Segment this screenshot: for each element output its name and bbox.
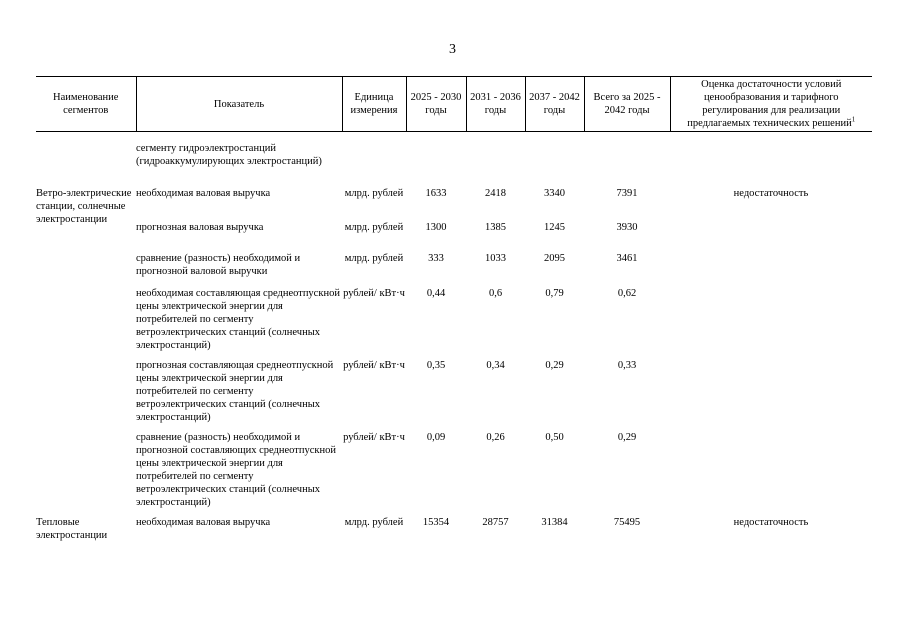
value-total: 0,29 — [617, 432, 637, 443]
unit-cell: млрд. рублей — [344, 517, 404, 528]
value-total: 7391 — [616, 188, 638, 199]
value-p2: 1033 — [485, 253, 506, 264]
assessment-cell: недостаточность — [733, 517, 809, 528]
header-period-3: 2037 - 2042 годы — [525, 77, 584, 132]
header-segment: Наименование сегментов — [36, 77, 136, 132]
segment-wind-solar: Ветро-электрические станции, солнечные электростанции — [36, 188, 132, 225]
value-p2: 0,34 — [486, 360, 505, 371]
indicator-cell: сегменту гидроэлектростанций (гидроаккумулирующих электростанций) — [136, 143, 322, 167]
value-p1: 1300 — [425, 222, 447, 233]
value-total: 0,62 — [617, 288, 637, 299]
value-total: 75495 — [613, 517, 641, 528]
header-period-2: 2031 - 2036 годы — [466, 77, 525, 132]
assessment-cell — [670, 359, 872, 431]
table-row — [36, 221, 872, 252]
header-assessment — [670, 77, 872, 132]
value-p2: 28757 — [482, 517, 509, 528]
indicator-cell: сравнение (разность) необходимой и прогнозной составляющих среднеотпускной цены электрической энергии для потребителей по сегменту ветроэлектрических станций (солнечных электростанций) — [136, 432, 336, 508]
value-p1: 15354 — [422, 517, 450, 528]
assessment-cell — [670, 431, 872, 516]
value-p3: 2095 — [544, 253, 565, 264]
header-period-1: 2025 - 2030 годы — [406, 77, 466, 132]
value-p2: 0,6 — [488, 288, 503, 299]
table-row — [36, 132, 872, 188]
value-p2: 0,26 — [486, 432, 505, 443]
assessment-cell — [670, 252, 872, 287]
unit-cell: млрд. рублей — [344, 222, 404, 233]
value-p1: 0,09 — [426, 432, 446, 443]
value-p2: 2418 — [485, 188, 506, 199]
indicator-cell: необходимая составляющая среднеотпускной цены электрической энергии для потребителей по сегменту ветроэлектрических станций (солнечных электростанций) — [136, 288, 340, 351]
value-total: 3930 — [616, 222, 638, 233]
value-p1: 0,44 — [426, 288, 446, 299]
value-p3: 31384 — [541, 517, 568, 528]
value-total: 0,33 — [617, 360, 637, 371]
indicator-cell: прогнозная валовая выручка — [136, 222, 264, 233]
indicator-cell: необходимая валовая выручка — [136, 517, 271, 528]
indicator-cell: прогнозная составляющая среднеотпускной цены электрической энергии для потребителей по сегменту ветроэлектрических станций (солнечных электростанций) — [136, 360, 334, 423]
value-total: 3461 — [616, 253, 638, 264]
assessment-cell — [670, 287, 872, 359]
value-p1: 1633 — [425, 188, 447, 199]
assessment-cell — [670, 221, 872, 252]
table-row — [36, 252, 872, 287]
value-p3: 3340 — [544, 188, 565, 199]
table-row — [36, 516, 872, 546]
tariff-table — [36, 76, 872, 546]
unit-cell: млрд. рублей — [344, 253, 404, 264]
value-p2: 1385 — [485, 222, 506, 233]
table-row — [36, 187, 872, 221]
segment-thermal: Тепловые электростанции — [36, 517, 108, 541]
table-header-row — [36, 77, 872, 132]
indicator-cell: необходимая валовая выручка — [136, 188, 271, 199]
segment-cell — [36, 132, 136, 188]
header-indicator: Показатель — [136, 77, 342, 132]
header-unit: Единица измерения — [342, 77, 406, 132]
table-row — [36, 287, 872, 359]
value-p3: 0,79 — [545, 288, 564, 299]
table-row — [36, 359, 872, 431]
value-p1: 0,35 — [426, 360, 446, 371]
value-p3: 1245 — [544, 222, 565, 233]
unit-cell: рублей/ кВт·ч — [343, 432, 405, 443]
unit-cell: млрд. рублей — [344, 188, 404, 199]
value-p3: 0,50 — [545, 432, 564, 443]
footnote-marker: 1 — [851, 115, 856, 124]
header-assessment-text: Оценка достаточности условий ценообразования и тарифного регулирования для реализации предлагаемых технических решений — [687, 79, 852, 129]
page-number: 3 — [449, 42, 456, 57]
value-p3: 0,29 — [545, 360, 564, 371]
assessment-cell: недостаточность — [733, 188, 809, 199]
indicator-cell: сравнение (разность) необходимой и прогнозной валовой выручки — [136, 253, 301, 277]
unit-cell: рублей/ кВт·ч — [343, 360, 405, 371]
unit-cell: рублей/ кВт·ч — [343, 288, 405, 299]
header-total: Всего за 2025 - 2042 годы — [584, 77, 670, 132]
value-p1: 333 — [428, 253, 444, 264]
table-row — [36, 431, 872, 516]
